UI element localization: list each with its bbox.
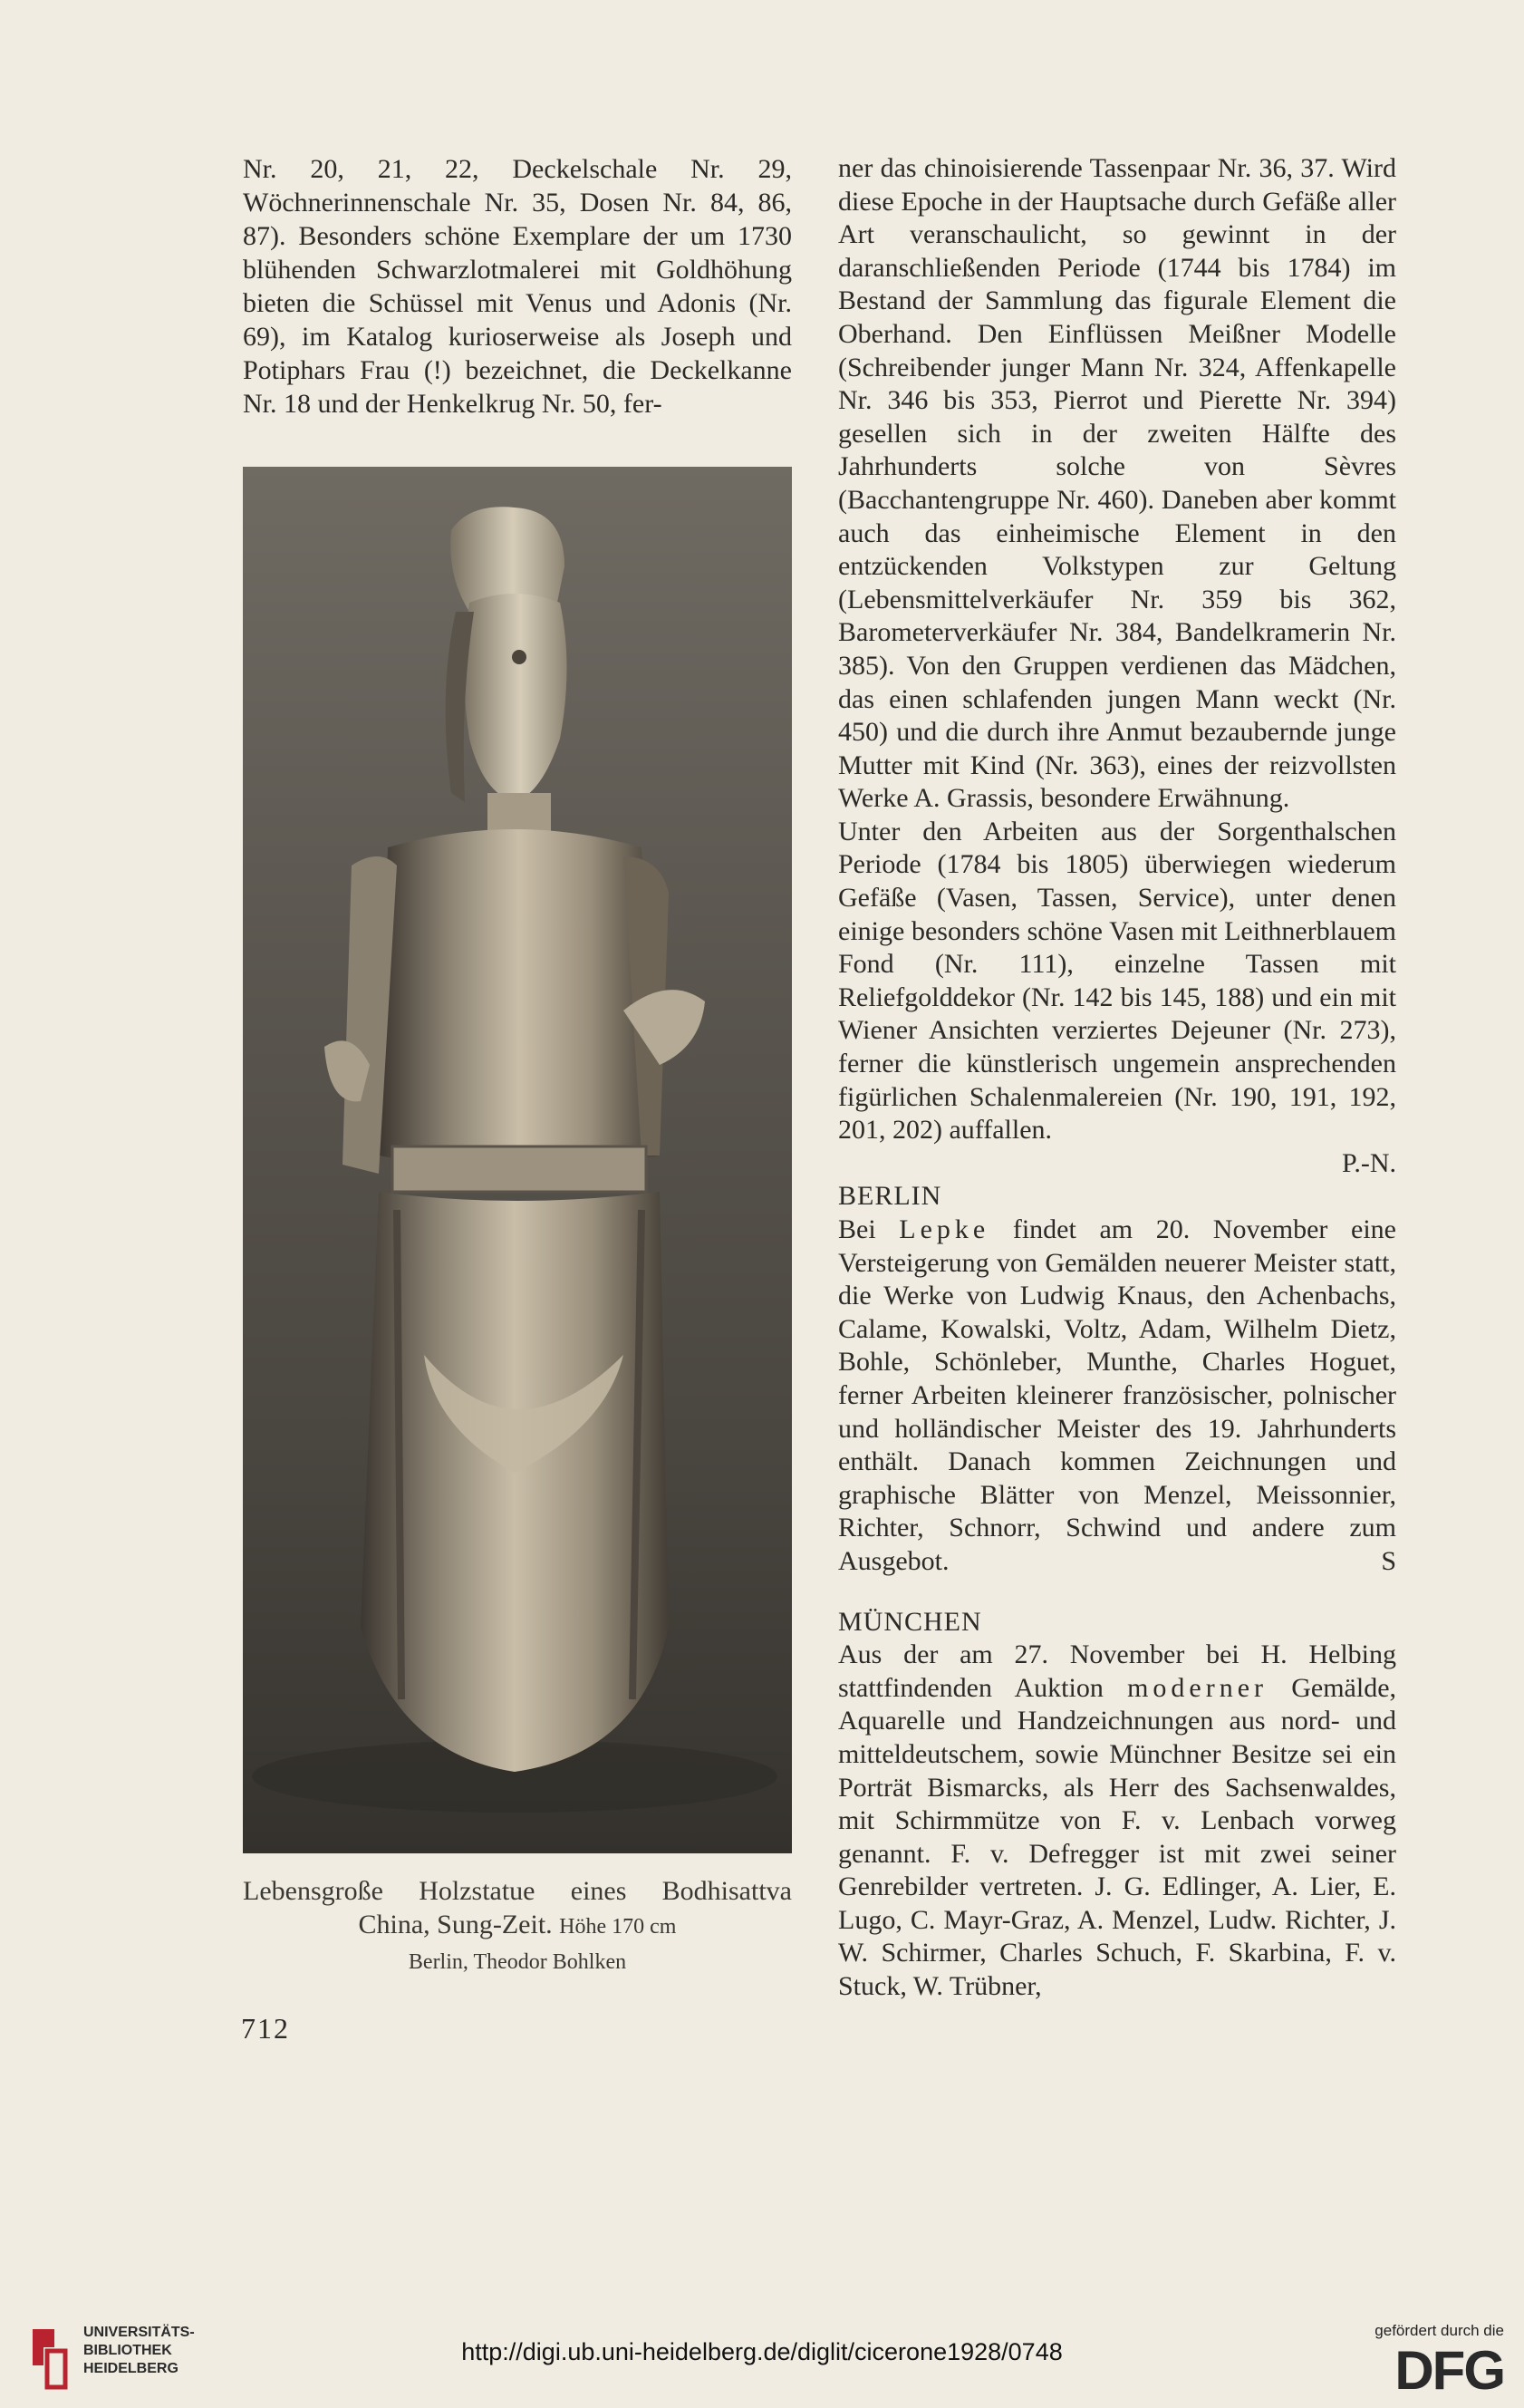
caption-credit: Berlin, Theodor Bohlken: [408, 1950, 627, 1974]
figure-caption: [243, 1874, 792, 1978]
left-column: [243, 152, 792, 421]
institution-line-3: HEIDELBERG: [83, 2361, 178, 2376]
muenchen-pre: Aus der am 27. November bei H. Helbing stattfindenden Auktion: [838, 1639, 1396, 1703]
sponsor-caption: gefördert durch die: [1374, 2322, 1504, 2339]
signature-pn: P.-N.: [1341, 1147, 1396, 1178]
muenchen-paragraph: [838, 1639, 1396, 2004]
caption-period-text: China, Sung-Zeit.: [358, 1910, 553, 1939]
berlin-name: Lepke: [899, 1214, 990, 1244]
right-paragraph-2: Unter den Arbeiten aus der Sorgenthalschen Periode (1784 bis 1805) überwiegen wiederum Gefäße (Vasen, Tassen, Service), unter denen einige besonders schöne Vasen mit Leithnerblauem Fond (Nr. 111), einzelne Tassen mit Reliefgolddekor (Nr. 142 bis 145, 188) und ein mit Wiener Ansichten verziertes Dejeuner (Nr. 273), ferner die künstlerisch ungemein ansprechenden figürlichen Schalenmalereien (Nr. 190, 191, 192, 201, 202) auffallen.: [838, 816, 1396, 1146]
berlin-text: findet am 20. November eine Versteigerung von Gemälden neuerer Meister statt, die Werke von Ludwig Knaus, den Achenbachs, Calame, Kowalski, Voltz, Adam, Wilhelm Dietz, Bohle, Schönleber, Munthe, Charles Hoguet, ferner Arbeiten kleinerer französischer, polnischer und holländischer Meister des 19. Jahrhunderts enthält. Danach kommen Zeichnungen und graphische Blätter von Menzel, Meissonnier, Richter, Schnorr, Schwind und andere zum Ausgebot.: [838, 1214, 1396, 1576]
muenchen-spaced: moderner: [1127, 1672, 1268, 1703]
muenchen-text: Gemälde, Aquarelle und Handzeichnungen aus nord- und mitteldeutschem, sowie Münchner Besitze sei ein Porträt Bismarcks, als Herr des Sachsenwaldes, mit Schirmmütze von F. v. Lenbach vorweg genannt. F. v. Defregger ist mit zwei seiner Genrebilder vertreten. J. G. Edlinger, A. Lier, E. Lugo, C. Mayr-Graz, A. Menzel, Ludw. Richter, J. W. Schirmer, Charles Schuch, F. Skarbina, F. v. Stuck, W. Trübner,: [838, 1672, 1397, 2002]
berlin-pre: Bei: [838, 1214, 900, 1244]
page-number: 712: [241, 2012, 290, 2045]
institution-line-2: BIBLIOTHEK: [83, 2343, 172, 2358]
right-column: [838, 152, 1396, 2004]
institution-line-1: UNIVERSITÄTS-: [83, 2325, 195, 2340]
berlin-paragraph: [838, 1214, 1396, 1579]
permalink-url[interactable]: http://digi.ub.uni-heidelberg.de/diglit/cicerone1928/0748: [461, 2338, 1063, 2365]
caption-title: Lebensgroße Holzstatue eines Bodhisattva: [243, 1876, 792, 1906]
caption-period: [243, 1908, 792, 1944]
heading-muenchen: MÜNCHEN: [838, 1606, 982, 1637]
signature-s: S: [1381, 1545, 1396, 1576]
dfg-logo-icon: DFG: [1394, 2340, 1504, 2401]
caption-height: Höhe 170 cm: [559, 1915, 677, 1939]
left-paragraph: Nr. 20, 21, 22, Deckelschale Nr. 29, Wöchnerinnenschale Nr. 35, Dosen Nr. 84, 86, 87). Besonders schöne Exemplare der um 1730 blühenden Schwarzlotmalerei mit Goldhöhung bieten die Schüssel mit Venus und Adonis (Nr. 69), im Katalog kurioserweise als Joseph und Potiphars Frau (!) bezeichnet, die Deckelkanne Nr. 18 und der Henkelkrug Nr. 50, fer-: [243, 154, 792, 419]
right-paragraph-1: ner das chinoisierende Tassenpaar Nr. 36, 37. Wird diese Epoche in der Hauptsache durch Gefäße aller Art veranschaulicht, so gewinnt in der daranschließenden Periode (1744 bis 1784) im Bestand der Sammlung das figurale Element die Oberhand. Den Einflüssen Meißner Modelle (Schreibender junger Mann Nr. 324, Affenkapelle Nr. 346 bis 353, Pierrot und Pierette Nr. 394) gesellen sich in der zweiten Hälfte des Jahrhunderts solche von Sèvres (Bacchantengruppe Nr. 460). Daneben aber kommt auch das einheimische Element in den entzückenden Volkstypen zur Geltung (Lebensmittelverkäufer Nr. 359 bis 362, Barometerverkäufer Nr. 384, Bandelkramerin Nr. 385). Von den Gruppen verdienen das Mädchen, das einen schlafenden jungen Mann weckt (Nr. 450) und die durch ihre Anmut bezaubernde junge Mutter mit Kind (Nr. 363), eines der reizvollsten Werke A. Grassis, besondere Erwähnung.: [838, 153, 1396, 814]
statue-illustration: [243, 467, 792, 1853]
footer-bar: [0, 2302, 1524, 2408]
bodhisattva-photo: [243, 467, 792, 1853]
heading-berlin: BERLIN: [838, 1181, 942, 1212]
section-gap: [838, 1579, 1396, 1606]
